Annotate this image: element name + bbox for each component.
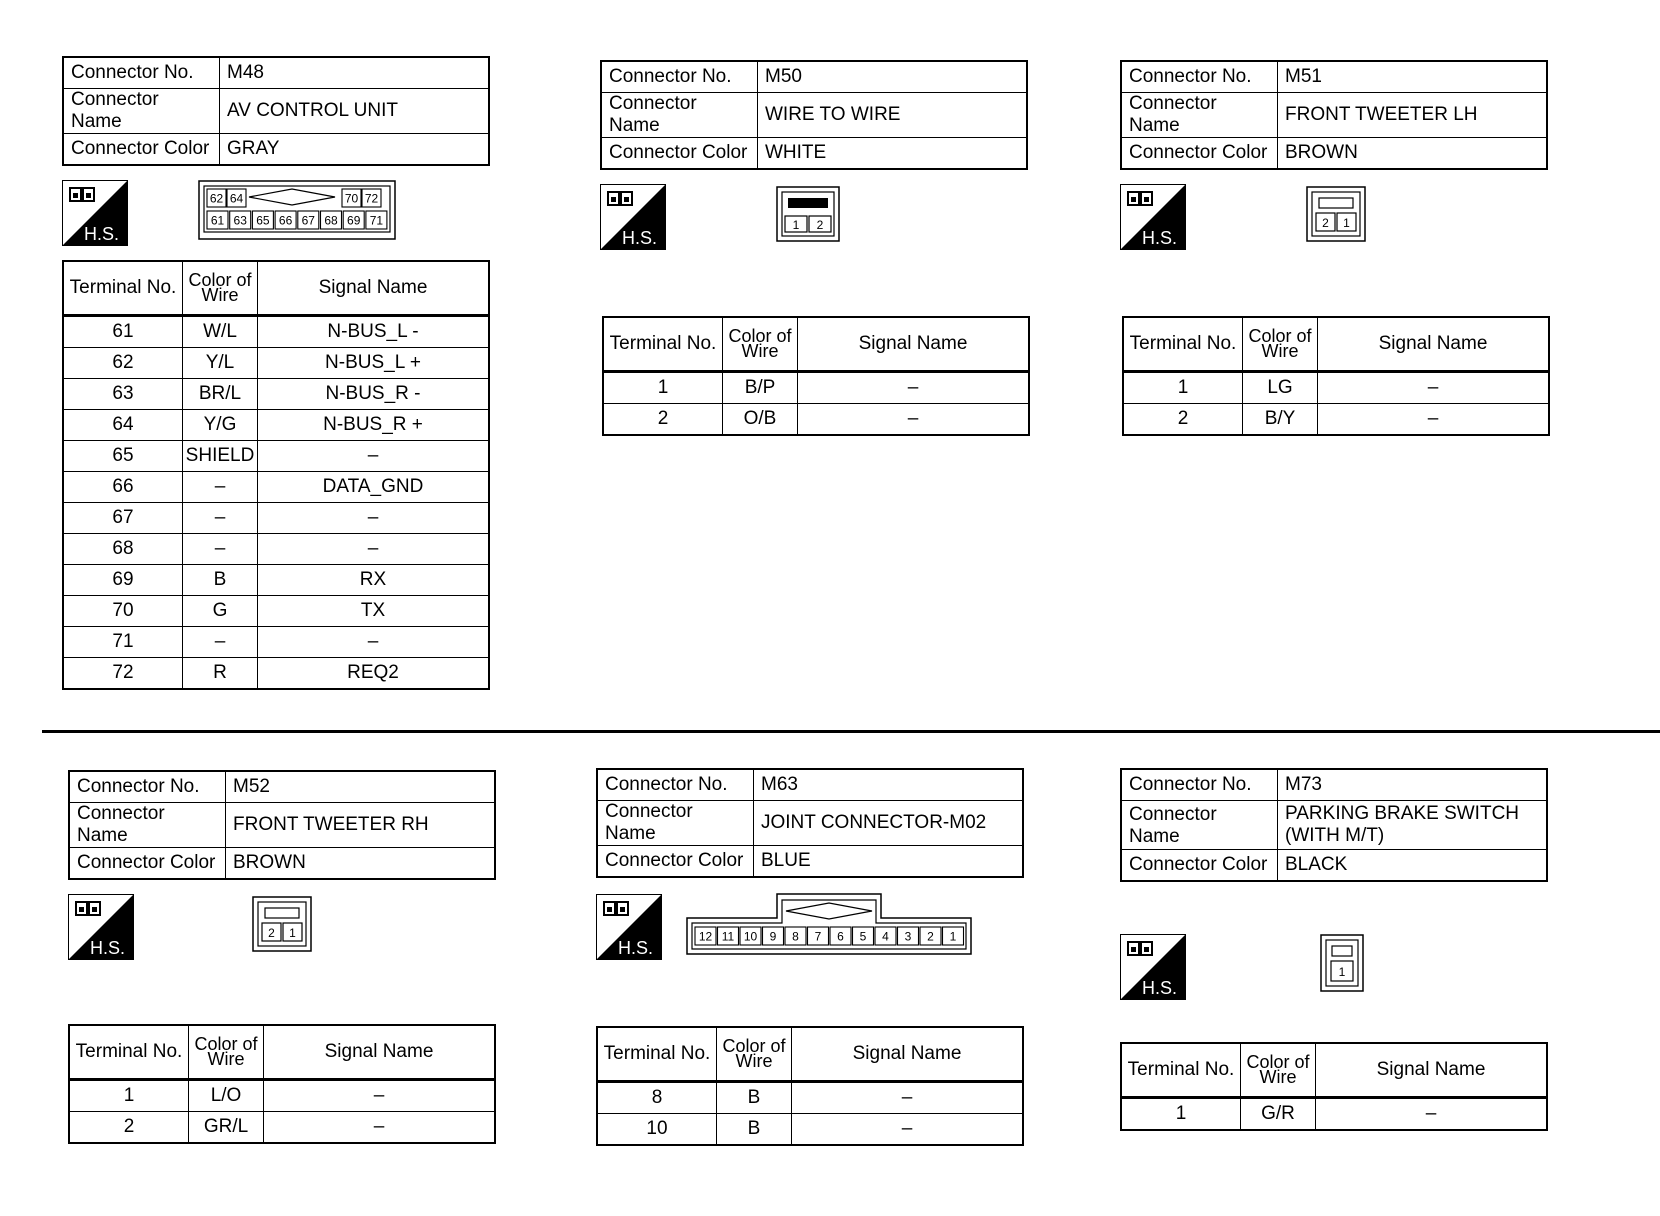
harness-side-icon xyxy=(1120,934,1186,1000)
color-of-label: Color of xyxy=(1246,1052,1310,1072)
terminal-no-header: Terminal No. xyxy=(1123,317,1243,372)
signal-name-header: Signal Name xyxy=(792,1027,1024,1082)
pin-label: 2 xyxy=(927,929,934,944)
pin-label: 1 xyxy=(1343,216,1350,230)
connector-info-table xyxy=(600,60,1028,170)
connector-color-label: Connector Color xyxy=(1121,138,1278,170)
connector-face-diagram xyxy=(1306,186,1368,244)
terminal-row xyxy=(63,316,489,348)
connector-panel-m48 xyxy=(62,56,490,166)
wire-label: Wire xyxy=(207,1049,245,1069)
hs-label: H.S. xyxy=(1142,228,1178,248)
signal-name-cell: DATA_GND xyxy=(258,472,490,503)
terminal-no-cell: 66 xyxy=(63,472,183,503)
color-of-label: Color of xyxy=(194,1034,258,1054)
terminal-no-cell: 1 xyxy=(69,1080,189,1112)
pin-label: 61 xyxy=(210,213,225,228)
connector-face-m52 xyxy=(252,896,314,959)
hs-label: H.S. xyxy=(618,938,654,958)
connector-name-label: Connector Name xyxy=(63,89,220,134)
wire-color-cell: G/R xyxy=(1241,1098,1316,1131)
connector-panel-m52 xyxy=(68,770,496,880)
pin-label: 1 xyxy=(1338,965,1346,979)
connector-name-line2: (WITH M/T) xyxy=(1285,825,1385,846)
connector-info-table xyxy=(68,770,496,880)
terminal-row xyxy=(63,596,489,627)
harness-side-icon xyxy=(596,894,662,960)
connector-no-label: Connector No. xyxy=(69,771,226,803)
connector-color-value: BROWN xyxy=(226,848,496,880)
wire-label: Wire xyxy=(201,285,239,305)
signal-name-header: Signal Name xyxy=(798,317,1030,372)
terminal-no-cell: 64 xyxy=(63,410,183,441)
terminal-row xyxy=(597,1082,1023,1114)
connector-color-label: Connector Color xyxy=(597,846,754,878)
wire-color-header xyxy=(183,261,258,316)
connector-color-value: BROWN xyxy=(1278,138,1548,170)
terminal-panel-m48 xyxy=(62,260,490,690)
pin-label: 10 xyxy=(743,929,758,944)
hs-label: H.S. xyxy=(1142,978,1178,998)
connector-color-label: Connector Color xyxy=(601,138,758,170)
signal-name-cell: – xyxy=(798,372,1030,404)
connector-name-label: Connector Name xyxy=(1121,801,1278,850)
pin-label: 69 xyxy=(347,213,361,228)
terminal-row xyxy=(1123,372,1549,404)
terminal-no-cell: 68 xyxy=(63,534,183,565)
connector-no-value: M52 xyxy=(226,771,496,803)
wire-color-cell: O/B xyxy=(723,404,798,436)
terminal-no-cell: 2 xyxy=(69,1112,189,1144)
signal-name-header: Signal Name xyxy=(258,261,490,316)
pin-label: 6 xyxy=(837,929,844,944)
wire-color-cell: SHIELD xyxy=(183,441,258,472)
terminal-panel-m52 xyxy=(68,1024,496,1144)
wire-color-cell: B/P xyxy=(723,372,798,404)
terminal-panel-m73 xyxy=(1120,1042,1548,1131)
connector-panel-m51 xyxy=(1120,60,1548,170)
wire-color-header xyxy=(1241,1043,1316,1098)
connector-no-label: Connector No. xyxy=(601,61,758,93)
connector-face-diagram xyxy=(252,896,314,954)
signal-name-cell: N-BUS_L + xyxy=(258,348,490,379)
pin-label: 62 xyxy=(209,191,224,206)
pin-label: 2 xyxy=(268,926,275,940)
signal-name-cell: – xyxy=(258,534,490,565)
wire-color-cell: B xyxy=(717,1082,792,1114)
signal-name-cell: – xyxy=(1318,372,1550,404)
terminal-no-cell: 1 xyxy=(1121,1098,1241,1131)
signal-name-cell: – xyxy=(1318,404,1550,436)
terminal-row xyxy=(63,658,489,690)
connector-no-label: Connector No. xyxy=(1121,769,1278,801)
connector-info-table xyxy=(596,768,1024,878)
terminal-table xyxy=(596,1026,1024,1146)
connector-name-label: Connector Name xyxy=(69,803,226,848)
terminal-row xyxy=(63,348,489,379)
wire-color-cell: GR/L xyxy=(189,1112,264,1144)
wire-label: Wire xyxy=(741,341,779,361)
wire-color-cell: L/O xyxy=(189,1080,264,1112)
terminal-table xyxy=(1122,316,1550,436)
connector-face-diagram xyxy=(198,180,398,240)
wire-label: Wire xyxy=(1259,1067,1297,1087)
pin-label: 71 xyxy=(369,213,384,228)
pin-label: 63 xyxy=(233,213,247,228)
signal-name-cell: – xyxy=(264,1112,496,1144)
pin-label: 8 xyxy=(792,929,799,944)
connector-name-label: Connector Name xyxy=(597,801,754,846)
wire-color-header xyxy=(189,1025,264,1080)
terminal-no-cell: 1 xyxy=(1123,372,1243,404)
terminal-row xyxy=(69,1080,495,1112)
signal-name-cell: – xyxy=(792,1082,1024,1114)
terminal-panel-m63 xyxy=(596,1026,1024,1146)
signal-name-cell: – xyxy=(258,441,490,472)
color-of-label: Color of xyxy=(722,1036,786,1056)
pin-label: 5 xyxy=(859,929,867,944)
wire-color-header xyxy=(717,1027,792,1082)
pin-label: 70 xyxy=(344,191,359,206)
connector-no-label: Connector No. xyxy=(1121,61,1278,93)
harness-side-icon xyxy=(600,184,666,250)
terminal-row xyxy=(1123,404,1549,436)
terminal-panel-m50 xyxy=(602,316,1030,436)
pin-label: 1 xyxy=(289,926,296,940)
connector-no-label: Connector No. xyxy=(597,769,754,801)
color-of-label: Color of xyxy=(1248,326,1312,346)
connector-info-table xyxy=(1120,60,1548,170)
harness-side-icon xyxy=(1120,184,1186,250)
section-divider xyxy=(42,730,1660,733)
wire-color-cell: – xyxy=(183,534,258,565)
pin-label: 9 xyxy=(769,929,777,944)
pin-label: 2 xyxy=(1322,216,1329,230)
terminal-no-cell: 69 xyxy=(63,565,183,596)
pin-label: 68 xyxy=(324,213,338,228)
connector-face-diagram xyxy=(776,186,842,244)
terminal-no-header: Terminal No. xyxy=(69,1025,189,1080)
terminal-row xyxy=(63,503,489,534)
wire-color-cell: Y/G xyxy=(183,410,258,441)
wire-color-cell: B xyxy=(717,1114,792,1146)
terminal-no-cell: 63 xyxy=(63,379,183,410)
connector-name-value xyxy=(1278,801,1548,850)
connector-name-line1: PARKING BRAKE SWITCH xyxy=(1285,803,1520,824)
terminal-row xyxy=(63,379,489,410)
pin-label: 12 xyxy=(698,929,713,944)
connector-face-diagram xyxy=(686,892,974,956)
terminal-row xyxy=(1121,1098,1547,1131)
connector-name-label: Connector Name xyxy=(1121,93,1278,138)
connector-no-label: Connector No. xyxy=(63,57,220,89)
terminal-no-header: Terminal No. xyxy=(597,1027,717,1082)
terminal-panel-m51 xyxy=(1122,316,1550,436)
signal-name-cell: REQ2 xyxy=(258,658,490,690)
terminal-no-cell: 70 xyxy=(63,596,183,627)
terminal-no-cell: 65 xyxy=(63,441,183,472)
connector-face-m73 xyxy=(1320,934,1366,999)
connector-name-value: WIRE TO WIRE xyxy=(758,93,1028,138)
connector-no-value: M48 xyxy=(220,57,490,89)
terminal-no-cell: 62 xyxy=(63,348,183,379)
pin-label: 72 xyxy=(364,191,379,206)
connector-name-value: JOINT CONNECTOR-M02 xyxy=(754,801,1024,846)
wire-color-cell: LG xyxy=(1243,372,1318,404)
terminal-row xyxy=(597,1114,1023,1146)
wire-color-cell: B/Y xyxy=(1243,404,1318,436)
connector-color-label: Connector Color xyxy=(63,134,220,166)
connector-no-value: M63 xyxy=(754,769,1024,801)
terminal-no-cell: 2 xyxy=(1123,404,1243,436)
wire-color-cell: – xyxy=(183,472,258,503)
connector-no-value: M50 xyxy=(758,61,1028,93)
signal-name-cell: RX xyxy=(258,565,490,596)
terminal-no-cell: 10 xyxy=(597,1114,717,1146)
signal-name-header: Signal Name xyxy=(264,1025,496,1080)
signal-name-cell: TX xyxy=(258,596,490,627)
terminal-no-cell: 8 xyxy=(597,1082,717,1114)
connector-no-value: M51 xyxy=(1278,61,1548,93)
pin-label: 7 xyxy=(814,929,822,944)
signal-name-cell: – xyxy=(792,1114,1024,1146)
signal-name-cell: – xyxy=(798,404,1030,436)
wire-color-cell: G xyxy=(183,596,258,627)
signal-name-cell: N-BUS_R - xyxy=(258,379,490,410)
connector-face-diagram xyxy=(1320,934,1366,994)
terminal-row xyxy=(63,627,489,658)
pin-label: 1 xyxy=(792,218,800,232)
connector-color-value: WHITE xyxy=(758,138,1028,170)
wire-color-cell: Y/L xyxy=(183,348,258,379)
connector-name-value: FRONT TWEETER LH xyxy=(1278,93,1548,138)
wire-color-cell: B xyxy=(183,565,258,596)
connector-color-label: Connector Color xyxy=(1121,850,1278,882)
connector-color-label: Connector Color xyxy=(69,848,226,880)
pin-label: 2 xyxy=(816,218,824,232)
harness-side-icon xyxy=(62,180,128,246)
terminal-no-cell: 72 xyxy=(63,658,183,690)
hs-label: H.S. xyxy=(90,938,126,958)
connector-color-value: BLACK xyxy=(1278,850,1548,882)
signal-name-cell: – xyxy=(264,1080,496,1112)
signal-name-header: Signal Name xyxy=(1318,317,1550,372)
terminal-no-header: Terminal No. xyxy=(63,261,183,316)
signal-name-cell: N-BUS_R + xyxy=(258,410,490,441)
terminal-row xyxy=(69,1112,495,1144)
wire-label: Wire xyxy=(735,1051,773,1071)
terminal-no-cell: 61 xyxy=(63,316,183,348)
terminal-row xyxy=(63,441,489,472)
terminal-row xyxy=(603,404,1029,436)
connector-color-value: GRAY xyxy=(220,134,490,166)
pin-label: 65 xyxy=(256,213,270,228)
pin-label: 11 xyxy=(721,929,735,944)
connector-name-value: FRONT TWEETER RH xyxy=(226,803,496,848)
connector-no-value: M73 xyxy=(1278,769,1548,801)
wire-color-cell: W/L xyxy=(183,316,258,348)
connector-panel-m73 xyxy=(1120,768,1548,882)
signal-name-cell: – xyxy=(1316,1098,1548,1131)
terminal-row xyxy=(63,472,489,503)
terminal-no-cell: 67 xyxy=(63,503,183,534)
terminal-table xyxy=(1120,1042,1548,1131)
signal-name-cell: – xyxy=(258,627,490,658)
terminal-row xyxy=(63,410,489,441)
signal-name-header: Signal Name xyxy=(1316,1043,1548,1098)
pin-label: 4 xyxy=(882,929,889,944)
terminal-no-cell: 1 xyxy=(603,372,723,404)
connector-name-label: Connector Name xyxy=(601,93,758,138)
terminal-row xyxy=(63,534,489,565)
connector-name-value: AV CONTROL UNIT xyxy=(220,89,490,134)
connector-color-value: BLUE xyxy=(754,846,1024,878)
wire-color-cell: – xyxy=(183,627,258,658)
hs-label: H.S. xyxy=(84,224,120,244)
signal-name-cell: – xyxy=(258,503,490,534)
wire-color-cell: R xyxy=(183,658,258,690)
color-of-label: Color of xyxy=(188,270,252,290)
connector-face-m51 xyxy=(1306,186,1368,249)
terminal-no-header: Terminal No. xyxy=(1121,1043,1241,1098)
pin-label: 3 xyxy=(904,929,912,944)
terminal-row xyxy=(63,565,489,596)
terminal-row xyxy=(603,372,1029,404)
wire-color-header xyxy=(723,317,798,372)
connector-panel-m50 xyxy=(600,60,1028,170)
wire-color-cell: – xyxy=(183,503,258,534)
connector-panel-m63 xyxy=(596,768,1024,878)
wire-color-header xyxy=(1243,317,1318,372)
wire-label: Wire xyxy=(1261,341,1299,361)
terminal-table xyxy=(602,316,1030,436)
terminal-no-cell: 2 xyxy=(603,404,723,436)
pin-label: 66 xyxy=(278,213,293,228)
pin-label: 64 xyxy=(229,191,244,206)
terminal-no-header: Terminal No. xyxy=(603,317,723,372)
connector-face-m63 xyxy=(686,892,974,961)
signal-name-cell: N-BUS_L - xyxy=(258,316,490,348)
pin-label: 67 xyxy=(301,213,315,228)
terminal-table xyxy=(62,260,490,690)
pin-label: 1 xyxy=(949,929,957,944)
hs-label: H.S. xyxy=(622,228,658,248)
connector-face-m50 xyxy=(776,186,842,249)
harness-side-icon xyxy=(68,894,134,960)
color-of-label: Color of xyxy=(728,326,792,346)
connector-face-m48 xyxy=(198,180,398,245)
connector-info-table xyxy=(62,56,490,166)
terminal-no-cell: 71 xyxy=(63,627,183,658)
terminal-table xyxy=(68,1024,496,1144)
wire-color-cell: BR/L xyxy=(183,379,258,410)
connector-info-table xyxy=(1120,768,1548,882)
